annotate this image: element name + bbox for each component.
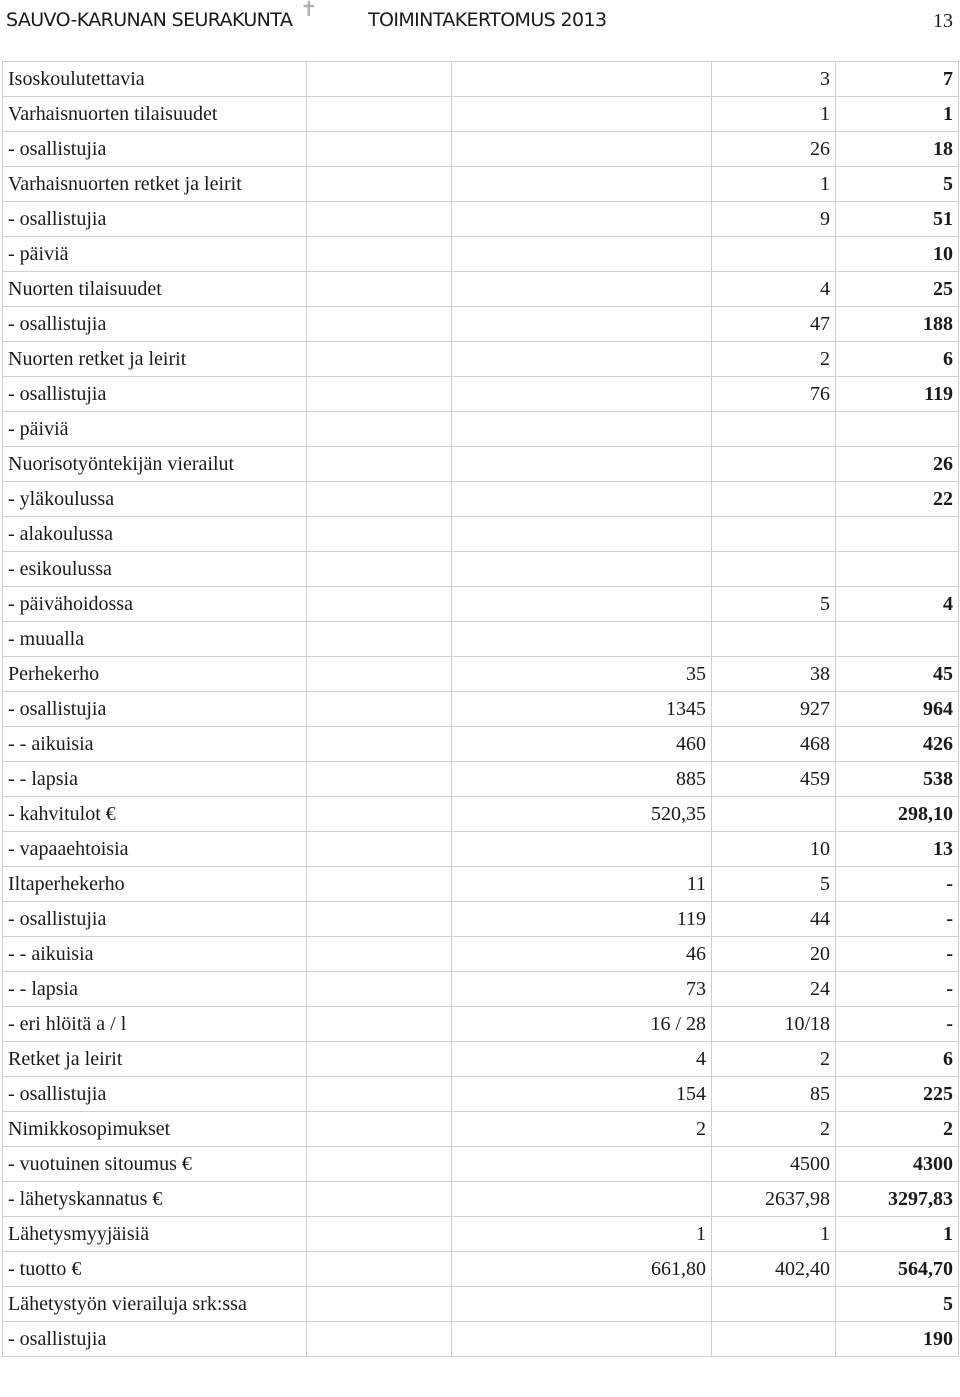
row-label: Retket ja leirit <box>3 1042 307 1077</box>
value-col-b: 1 <box>712 167 836 202</box>
table-row <box>3 622 959 657</box>
value-col-c: 538 <box>836 762 959 797</box>
table-row <box>3 1147 959 1182</box>
row-label: Nuorten tilaisuudet <box>3 272 307 307</box>
empty-cell <box>307 657 452 692</box>
empty-cell <box>307 867 452 902</box>
table-row <box>3 1252 959 1287</box>
row-label: - kahvitulot € <box>3 797 307 832</box>
table-row <box>3 587 959 622</box>
empty-cell <box>307 517 452 552</box>
table-row <box>3 832 959 867</box>
value-col-c: 225 <box>836 1077 959 1112</box>
value-col-a <box>452 1322 712 1357</box>
value-col-c: 10 <box>836 237 959 272</box>
table-row <box>3 1182 959 1217</box>
value-col-c <box>836 622 959 657</box>
value-col-c: 2 <box>836 1112 959 1147</box>
value-col-b <box>712 237 836 272</box>
empty-cell <box>307 62 452 97</box>
value-col-b <box>712 797 836 832</box>
value-col-c <box>836 412 959 447</box>
value-col-c: 7 <box>836 62 959 97</box>
value-col-a <box>452 62 712 97</box>
value-col-c: 1 <box>836 1217 959 1252</box>
value-col-b <box>712 412 836 447</box>
value-col-c: 3297,83 <box>836 1182 959 1217</box>
row-label: - osallistujia <box>3 692 307 727</box>
value-col-b: 5 <box>712 587 836 622</box>
empty-cell <box>307 692 452 727</box>
value-col-b <box>712 1287 836 1322</box>
empty-cell <box>307 237 452 272</box>
value-col-c: 5 <box>836 1287 959 1322</box>
empty-cell <box>307 727 452 762</box>
table-row <box>3 447 959 482</box>
value-col-c <box>836 552 959 587</box>
row-label: - osallistujia <box>3 377 307 412</box>
value-col-b <box>712 517 836 552</box>
row-label: - alakoulussa <box>3 517 307 552</box>
table-row <box>3 132 959 167</box>
value-col-b <box>712 552 836 587</box>
value-col-a: 11 <box>452 867 712 902</box>
value-col-b: 85 <box>712 1077 836 1112</box>
row-label: - lähetyskannatus € <box>3 1182 307 1217</box>
value-col-b <box>712 447 836 482</box>
row-label: - päivähoidossa <box>3 587 307 622</box>
value-col-a <box>452 482 712 517</box>
value-col-a: 885 <box>452 762 712 797</box>
value-col-a: 1 <box>452 1217 712 1252</box>
row-label: - osallistujia <box>3 1322 307 1357</box>
empty-cell <box>307 167 452 202</box>
empty-cell <box>307 832 452 867</box>
value-col-b: 4500 <box>712 1147 836 1182</box>
empty-cell <box>307 1182 452 1217</box>
value-col-b: 2 <box>712 1112 836 1147</box>
value-col-c: 298,10 <box>836 797 959 832</box>
empty-cell <box>307 307 452 342</box>
empty-cell <box>307 272 452 307</box>
value-col-c: 13 <box>836 832 959 867</box>
row-label: Lähetystyön vierailuja srk:ssa <box>3 1287 307 1322</box>
row-label: Nuorisotyöntekijän vierailut <box>3 447 307 482</box>
value-col-c: 1 <box>836 97 959 132</box>
table-row <box>3 167 959 202</box>
value-col-a: 2 <box>452 1112 712 1147</box>
value-col-b: 38 <box>712 657 836 692</box>
table-row <box>3 552 959 587</box>
value-col-c: 18 <box>836 132 959 167</box>
empty-cell <box>307 587 452 622</box>
value-col-c: - <box>836 1007 959 1042</box>
value-col-c: 4300 <box>836 1147 959 1182</box>
row-label: - yläkoulussa <box>3 482 307 517</box>
value-col-c: 26 <box>836 447 959 482</box>
value-col-c: - <box>836 972 959 1007</box>
table-row <box>3 62 959 97</box>
row-label: Isoskoulutettavia <box>3 62 307 97</box>
statistics-table <box>2 61 959 1357</box>
statistics-table-body <box>3 62 959 1357</box>
value-col-a: 520,35 <box>452 797 712 832</box>
value-col-a <box>452 342 712 377</box>
value-col-a <box>452 1147 712 1182</box>
value-col-a <box>452 377 712 412</box>
value-col-a: 73 <box>452 972 712 1007</box>
value-col-a <box>452 1182 712 1217</box>
empty-cell <box>307 202 452 237</box>
cross-icon: ✝ <box>300 0 318 21</box>
value-col-a: 119 <box>452 902 712 937</box>
value-col-b: 47 <box>712 307 836 342</box>
org-name: SAUVO-KARUNAN SEURAKUNTA <box>6 9 293 31</box>
empty-cell <box>307 132 452 167</box>
page-number: 13 <box>933 10 953 32</box>
empty-cell <box>307 1252 452 1287</box>
value-col-a <box>452 447 712 482</box>
row-label: Nuorten retket ja leirit <box>3 342 307 377</box>
table-row <box>3 307 959 342</box>
empty-cell <box>307 447 452 482</box>
value-col-b: 468 <box>712 727 836 762</box>
empty-cell <box>307 1077 452 1112</box>
value-col-a: 1345 <box>452 692 712 727</box>
row-label: Varhaisnuorten tilaisuudet <box>3 97 307 132</box>
row-label: Nimikkosopimukset <box>3 1112 307 1147</box>
row-label: - päiviä <box>3 412 307 447</box>
table-row <box>3 692 959 727</box>
row-label: Varhaisnuorten retket ja leirit <box>3 167 307 202</box>
value-col-a <box>452 132 712 167</box>
value-col-b: 4 <box>712 272 836 307</box>
empty-cell <box>307 97 452 132</box>
value-col-c: 25 <box>836 272 959 307</box>
table-row <box>3 1042 959 1077</box>
table-row <box>3 237 959 272</box>
row-label: - osallistujia <box>3 902 307 937</box>
row-label: - - aikuisia <box>3 937 307 972</box>
value-col-c: 51 <box>836 202 959 237</box>
row-label: - päiviä <box>3 237 307 272</box>
table-row <box>3 202 959 237</box>
table-row <box>3 272 959 307</box>
row-label: - - aikuisia <box>3 727 307 762</box>
empty-cell <box>307 552 452 587</box>
value-col-c: - <box>836 937 959 972</box>
row-label: - osallistujia <box>3 1077 307 1112</box>
value-col-c: 564,70 <box>836 1252 959 1287</box>
table-row <box>3 377 959 412</box>
empty-cell <box>307 1147 452 1182</box>
value-col-b: 5 <box>712 867 836 902</box>
value-col-b <box>712 622 836 657</box>
value-col-a: 460 <box>452 727 712 762</box>
value-col-a: 4 <box>452 1042 712 1077</box>
row-label: - esikoulussa <box>3 552 307 587</box>
row-label: - eri hlöitä a / l <box>3 1007 307 1042</box>
value-col-c: 964 <box>836 692 959 727</box>
empty-cell <box>307 342 452 377</box>
value-col-c: - <box>836 867 959 902</box>
table-row <box>3 1287 959 1322</box>
table-row <box>3 412 959 447</box>
value-col-b: 20 <box>712 937 836 972</box>
row-label: - vuotuinen sitoumus € <box>3 1147 307 1182</box>
empty-cell <box>307 937 452 972</box>
value-col-b: 2637,98 <box>712 1182 836 1217</box>
page-header <box>0 0 960 44</box>
empty-cell <box>307 1007 452 1042</box>
empty-cell <box>307 762 452 797</box>
table-row <box>3 1322 959 1357</box>
row-label: - osallistujia <box>3 307 307 342</box>
table-row <box>3 762 959 797</box>
row-label: - - lapsia <box>3 972 307 1007</box>
empty-cell <box>307 622 452 657</box>
report-title: TOIMINTAKERTOMUS 2013 <box>368 9 607 31</box>
table-row <box>3 937 959 972</box>
value-col-b: 26 <box>712 132 836 167</box>
value-col-a: 46 <box>452 937 712 972</box>
row-label: - osallistujia <box>3 202 307 237</box>
value-col-a <box>452 587 712 622</box>
value-col-a <box>452 622 712 657</box>
empty-cell <box>307 412 452 447</box>
value-col-b: 927 <box>712 692 836 727</box>
table-row <box>3 972 959 1007</box>
empty-cell <box>307 902 452 937</box>
value-col-b: 76 <box>712 377 836 412</box>
table-row <box>3 1077 959 1112</box>
value-col-a <box>452 1287 712 1322</box>
table-row <box>3 867 959 902</box>
value-col-c: 119 <box>836 377 959 412</box>
value-col-a <box>452 552 712 587</box>
value-col-b <box>712 482 836 517</box>
value-col-c: 22 <box>836 482 959 517</box>
value-col-b <box>712 1322 836 1357</box>
table-row <box>3 727 959 762</box>
table-row <box>3 482 959 517</box>
table-row <box>3 97 959 132</box>
row-label: - tuotto € <box>3 1252 307 1287</box>
table-row <box>3 657 959 692</box>
empty-cell <box>307 1322 452 1357</box>
value-col-a: 154 <box>452 1077 712 1112</box>
value-col-c: 6 <box>836 342 959 377</box>
empty-cell <box>307 1042 452 1077</box>
value-col-b: 44 <box>712 902 836 937</box>
empty-cell <box>307 1112 452 1147</box>
table-row <box>3 342 959 377</box>
value-col-b: 2 <box>712 1042 836 1077</box>
value-col-b: 24 <box>712 972 836 1007</box>
row-label: - vapaaehtoisia <box>3 832 307 867</box>
value-col-b: 1 <box>712 1217 836 1252</box>
row-label: Perhekerho <box>3 657 307 692</box>
value-col-a <box>452 832 712 867</box>
value-col-b: 10/18 <box>712 1007 836 1042</box>
value-col-c: 190 <box>836 1322 959 1357</box>
empty-cell <box>307 377 452 412</box>
value-col-a <box>452 237 712 272</box>
row-label: Iltaperhekerho <box>3 867 307 902</box>
value-col-a: 35 <box>452 657 712 692</box>
empty-cell <box>307 1287 452 1322</box>
value-col-c: 6 <box>836 1042 959 1077</box>
value-col-c: 426 <box>836 727 959 762</box>
value-col-a <box>452 167 712 202</box>
row-label: - osallistujia <box>3 132 307 167</box>
row-label: - muualla <box>3 622 307 657</box>
value-col-b: 2 <box>712 342 836 377</box>
value-col-b: 402,40 <box>712 1252 836 1287</box>
value-col-a <box>452 412 712 447</box>
empty-cell <box>307 797 452 832</box>
value-col-a <box>452 307 712 342</box>
value-col-c: 45 <box>836 657 959 692</box>
table-row <box>3 517 959 552</box>
row-label: Lähetysmyyjäisiä <box>3 1217 307 1252</box>
table-row <box>3 902 959 937</box>
value-col-a <box>452 272 712 307</box>
empty-cell <box>307 1217 452 1252</box>
table-row <box>3 1007 959 1042</box>
table-row <box>3 1112 959 1147</box>
value-col-a <box>452 517 712 552</box>
value-col-b: 10 <box>712 832 836 867</box>
value-col-c: 188 <box>836 307 959 342</box>
value-col-b: 9 <box>712 202 836 237</box>
value-col-b: 459 <box>712 762 836 797</box>
value-col-b: 3 <box>712 62 836 97</box>
empty-cell <box>307 972 452 1007</box>
value-col-c: 5 <box>836 167 959 202</box>
row-label: - - lapsia <box>3 762 307 797</box>
empty-cell <box>307 482 452 517</box>
value-col-a: 661,80 <box>452 1252 712 1287</box>
table-row <box>3 797 959 832</box>
table-row <box>3 1217 959 1252</box>
value-col-c: 4 <box>836 587 959 622</box>
value-col-a <box>452 97 712 132</box>
value-col-b: 1 <box>712 97 836 132</box>
value-col-a <box>452 202 712 237</box>
value-col-c <box>836 517 959 552</box>
value-col-c: - <box>836 902 959 937</box>
value-col-a: 16 / 28 <box>452 1007 712 1042</box>
